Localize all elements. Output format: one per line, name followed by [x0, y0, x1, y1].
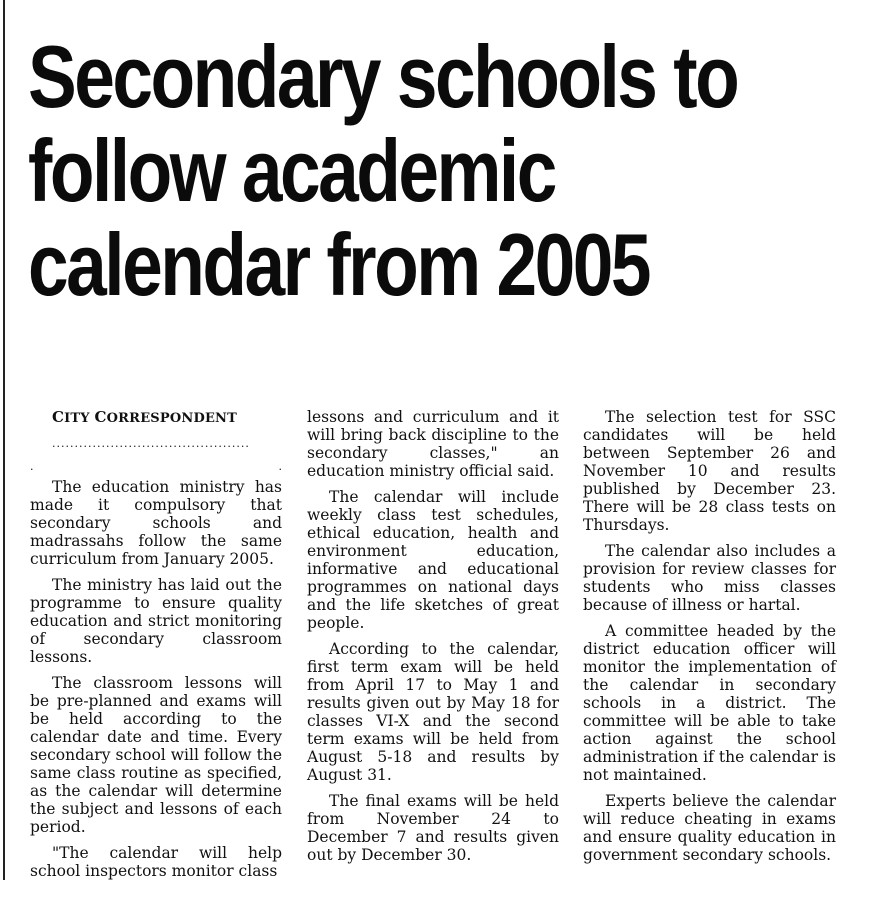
- headline-line: calendar from 2005: [28, 215, 649, 314]
- article-column-1: [30, 408, 282, 888]
- paragraph: The education ministry has made it compulsory that secondary schools and madrassahs follow the same curriculum from January 2005.: [30, 478, 282, 568]
- article-column-2: [307, 408, 559, 872]
- paragraph: The ministry has laid out the programme to ensure quality education and strict monitoring of secondary classroom lessons.: [30, 576, 282, 666]
- byline-separator: ............................................: [52, 437, 250, 450]
- paragraph: lessons and curriculum and it will bring back discipline to the secondary classes," an education ministry official said.: [307, 408, 559, 480]
- paragraph: The classroom lessons will be pre-planned and exams will be held according to the calendar date and time. Every secondary school will follow the same class routine as specified, as the calendar will determine the subject and lessons of each period.: [30, 674, 282, 836]
- paragraph: A committee headed by the district education officer will monitor the implementation of the calendar in secondary schools in a district. The committee will be able to take action against the school administration if the calendar is not maintained.: [583, 622, 836, 784]
- paragraph: According to the calendar, first term exam will be held from April 17 to May 1 and results given out by May 18 for classes VI-X and the second term exams will be held from August 5-18 and results by August 31.: [307, 640, 559, 784]
- paragraph: The selection test for SSC candidates will be held between September 26 and November 10 and results published by December 23. There will be 28 class tests on Thursdays.: [583, 408, 836, 534]
- column-rule: [3, 0, 5, 880]
- headline-line: Secondary schools to: [28, 27, 738, 126]
- headline: [28, 27, 738, 314]
- article-column-3: [583, 408, 836, 872]
- paragraph: The calendar will include weekly class test schedules, ethical education, health and environment education, informative and educational programmes on national days and the life sketches of great people.: [307, 488, 559, 632]
- byline-separator-dots: . .: [30, 460, 282, 473]
- byline: CITY CORRESPONDENT: [52, 408, 238, 426]
- paragraph: "The calendar will help school inspectors monitor class: [30, 844, 282, 880]
- paragraph: Experts believe the calendar will reduce cheating in exams and ensure quality education in government secondary schools.: [583, 792, 836, 864]
- paragraph: The calendar also includes a provision for review classes for students who miss classes because of illness or hartal.: [583, 542, 836, 614]
- paragraph: The final exams will be held from November 24 to December 7 and results given out by December 30.: [307, 792, 559, 864]
- headline-line: follow academic: [28, 121, 555, 220]
